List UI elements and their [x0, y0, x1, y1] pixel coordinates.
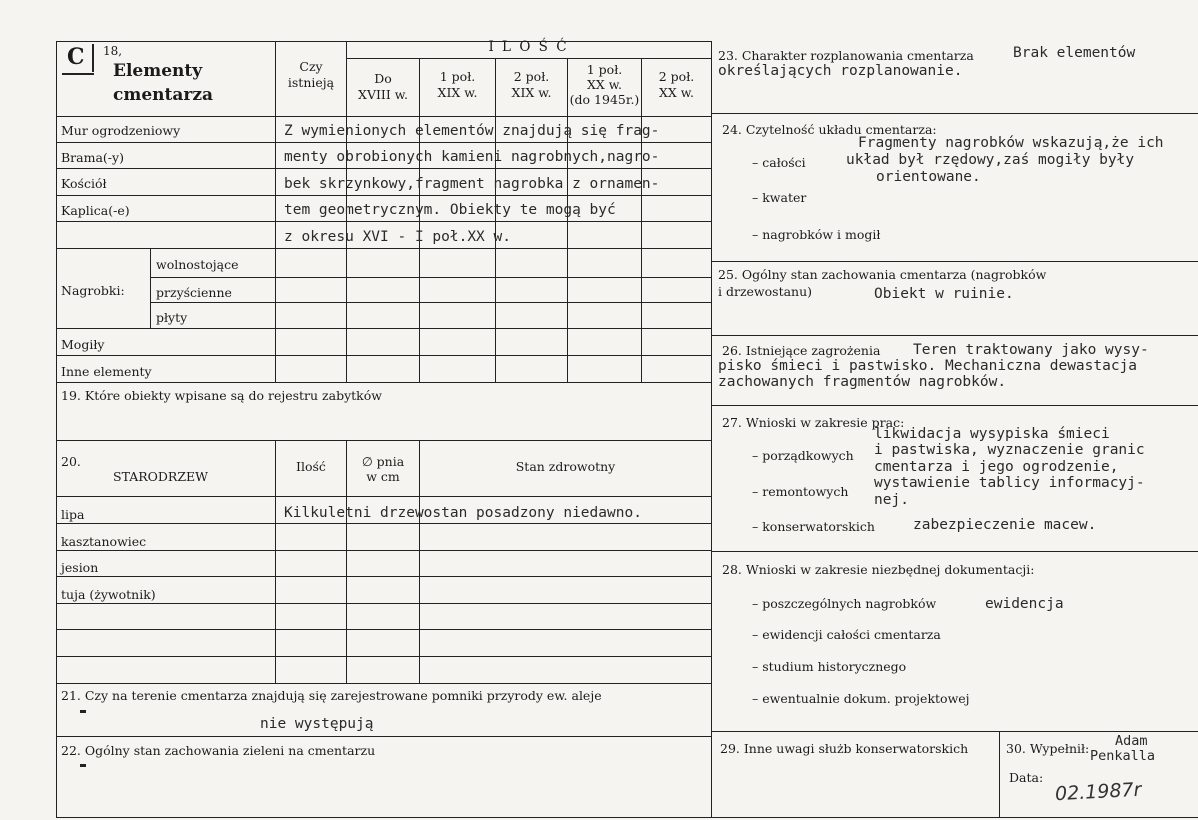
q23-answer-line1: Brak elementów: [1013, 45, 1136, 61]
t20-row-line: [56, 603, 711, 604]
q27-label: 27. Wnioski w zakresie prac:: [722, 415, 905, 430]
q24-item-whole: – całości: [752, 155, 806, 170]
q28-item: – studium historycznego: [752, 659, 907, 674]
gravestone-type-slabs: płyty: [156, 310, 188, 325]
q27-answer-line: nej.: [874, 492, 909, 508]
frame-bottom: [56, 817, 1198, 818]
col-header-1xix-2: XIX w.: [437, 85, 478, 100]
row-label-other: Inne elementy: [61, 364, 152, 379]
row-label-gate: Brama(-y): [61, 150, 124, 165]
q22-label: 22. Ogólny stan zachowania zieleni na cmentarzu: [61, 743, 376, 758]
quantity-header: I L O Ś Ć: [488, 39, 569, 55]
t18-row-line: [56, 142, 711, 143]
frame-left: [56, 41, 57, 818]
q20-title: STARODRZEW: [113, 469, 208, 484]
t20-row-line: [56, 629, 711, 630]
t18-col-line: [495, 58, 496, 382]
q19-label: 19. Które obiekty wpisane są do rejestru zabytków: [61, 388, 382, 403]
q26-answer-line: Teren traktowany jako wysy-: [913, 342, 1149, 358]
right-divider: [711, 551, 1198, 552]
q22-divider: [56, 736, 711, 737]
q24-item-quarters: – kwater: [752, 190, 807, 205]
col-header-1xx-3: (do 1945r.): [569, 92, 640, 107]
t18-nagrobki-divider: [150, 248, 151, 328]
col-header-1xix-1: 1 poł.: [439, 69, 476, 84]
col-header-1xx-1: 1 poł.: [586, 62, 623, 77]
q26-label: 26. Istniejące zagrożenia: [722, 343, 881, 358]
t18-typed-line: Z wymienionych elementów znajdują się frag-: [284, 123, 660, 139]
q24-answer-line: Fragmenty nagrobków wskazują,że ich: [858, 135, 1164, 151]
t20-top: [56, 440, 711, 441]
col-header-2xix-2: XIX w.: [511, 85, 552, 100]
t18-typed-line: menty obrobionych kamieni nagrobnych,nagro-: [284, 149, 660, 165]
q24-answer-line: układ był rzędowy,zaś mogiły były: [846, 152, 1135, 168]
q28-item: – ewentualnie dokum. projektowej: [752, 691, 970, 706]
t20-col-line: [275, 440, 276, 683]
t18-typed-line: z okresu XVI - I poł.XX w.: [284, 229, 511, 245]
t18-typed-line: bek skrzynkowy,fragment nagrobka z ornamen-: [284, 176, 660, 192]
right-divider: [711, 405, 1198, 406]
t20-row-line: [56, 576, 711, 577]
t18-col-line: [275, 41, 276, 382]
q20-col-trunk-2: w cm: [366, 469, 400, 484]
q27-answer-line: wystawienie tablicy informacyj-: [874, 475, 1145, 491]
t18-row-line: [56, 355, 711, 356]
right-divider: [711, 261, 1198, 262]
t20-col-line: [419, 440, 420, 683]
row-label-gravestones: Nagrobki:: [61, 283, 125, 298]
right-divider: [711, 113, 1198, 114]
q27-item-cleanup: – porządkowych: [752, 448, 854, 463]
right-divider: [711, 335, 1198, 336]
t18-row-line: [56, 221, 711, 222]
exists-header-line1: Czy: [299, 59, 323, 74]
row-label-wall: Mur ogrodzeniowy: [61, 123, 181, 138]
row-label-graves: Mogiły: [61, 337, 105, 352]
q21-label: 21. Czy na terenie cmentarza znajdują się zarejestrowane pomniki przyrody ew. aleje: [61, 688, 602, 703]
t18-row-line: [56, 195, 711, 196]
tree-label: kasztanowiec: [61, 534, 147, 549]
q22-dash: [80, 764, 86, 767]
t20-header-bottom: [56, 496, 711, 497]
q25-label-line2: i drzewostanu): [718, 284, 813, 299]
q29-label: 29. Inne uwagi służb konserwatorskich: [720, 741, 969, 756]
t18-row-line: [56, 168, 711, 169]
t18-header-bottom: [56, 116, 711, 117]
q30-date-handwritten: 02.1987r: [1054, 778, 1142, 806]
q28-item: – poszczególnych nagrobków: [752, 596, 937, 611]
col-header-xviii-1: Do: [374, 71, 392, 86]
q20-col-trunk-1: ∅ pnia: [361, 454, 405, 469]
q26-answer-line: pisko śmieci i pastwisko. Mechaniczna dewastacja: [718, 358, 1138, 374]
t20-bottom: [56, 683, 711, 684]
t18-bottom: [56, 382, 711, 383]
q25-label-line1: 25. Ogólny stan zachowania cmentarza (nagrobków: [718, 267, 1047, 282]
t18-row-line: [150, 277, 711, 278]
q20-typed: Kilkuletni drzewostan posadzony niedawno.: [284, 505, 642, 521]
t20-row-line: [56, 656, 711, 657]
q30-date-label: Data:: [1009, 770, 1044, 785]
section-letter: C: [67, 44, 85, 70]
t18-col-line: [641, 58, 642, 382]
row-label-church: Kościół: [61, 176, 107, 191]
q27-answer-line: i pastwiska, wyznaczenie granic: [874, 442, 1145, 458]
section-title-line1: Elementy: [113, 61, 203, 81]
gravestone-type-wall: przyścienne: [156, 285, 232, 300]
q27-conservation-answer: zabezpieczenie macew.: [913, 517, 1097, 533]
q27-item-repair: – remontowych: [752, 484, 849, 499]
q28-answer: ewidencja: [985, 596, 1064, 612]
q21-answer: nie występują: [260, 716, 374, 732]
t18-row-line: [150, 302, 711, 303]
q23-label: 23. Charakter rozplanowania cmentarza: [718, 48, 974, 63]
q26-answer-line: zachowanych fragmentów nagrobków.: [718, 374, 1007, 390]
q24-item-graves: – nagrobków i mogił: [752, 227, 881, 242]
t18-col-line: [419, 58, 420, 382]
col-header-2xx-2: XX w.: [659, 85, 694, 100]
q28-label: 28. Wnioski w zakresie niezbędnej dokumentacji:: [722, 562, 1035, 577]
t18-row-line: [56, 328, 711, 329]
t20-row-line: [56, 550, 711, 551]
section-letter-underline: [62, 73, 94, 75]
q20-col-qty: Ilość: [296, 459, 326, 474]
tree-label: jesion: [61, 560, 99, 575]
q30-name-line2: Penkalla: [1090, 748, 1156, 764]
q30-label: 30. Wypełnił:: [1006, 741, 1090, 756]
t18-typed-line: tem geometrycznym. Obiekty te mogą być: [284, 202, 616, 218]
q20-number: 20.: [61, 454, 81, 469]
q25-answer: Obiekt w ruinie.: [874, 286, 1014, 302]
tree-label: tuja (żywotnik): [61, 587, 156, 602]
q24-answer-line: orientowane.: [876, 169, 981, 185]
col-header-1xx-2: XX w.: [587, 77, 622, 92]
q30-name-line1: Adam: [1115, 733, 1148, 749]
exists-header-line2: istnieją: [287, 75, 335, 90]
col-header-2xx-1: 2 poł.: [658, 69, 695, 84]
section-number: 18,: [103, 44, 123, 58]
q27-answer-line: cmentarza i jego ogrodzenie,: [874, 459, 1119, 475]
row-label-chapel: Kaplica(-e): [61, 203, 130, 218]
q28-item: – ewidencji całości cmentarza: [752, 627, 941, 642]
frame-center: [711, 41, 712, 818]
q24-label: 24. Czytelność układu cmentarza:: [722, 122, 937, 137]
t20-row-line: [56, 523, 711, 524]
q21-dash: [80, 710, 86, 713]
t18-row-line: [56, 248, 711, 249]
gravestone-type-freestanding: wolnostojące: [156, 257, 239, 272]
q29-q30-divider: [999, 731, 1000, 818]
section-title-line2: cmentarza: [113, 85, 214, 105]
tree-label: lipa: [61, 507, 85, 522]
q20-col-health: Stan zdrowotny: [515, 459, 616, 474]
col-header-xviii-2: XVIII w.: [358, 87, 408, 102]
col-header-2xix-1: 2 poł.: [513, 69, 550, 84]
t18-quantity-line: [346, 58, 711, 59]
q27-answer-line: likwidacja wysypiska śmieci: [874, 426, 1110, 442]
q23-answer-line2: określających rozplanowanie.: [718, 63, 963, 79]
q27-item-conservation: – konserwatorskich: [752, 519, 875, 534]
